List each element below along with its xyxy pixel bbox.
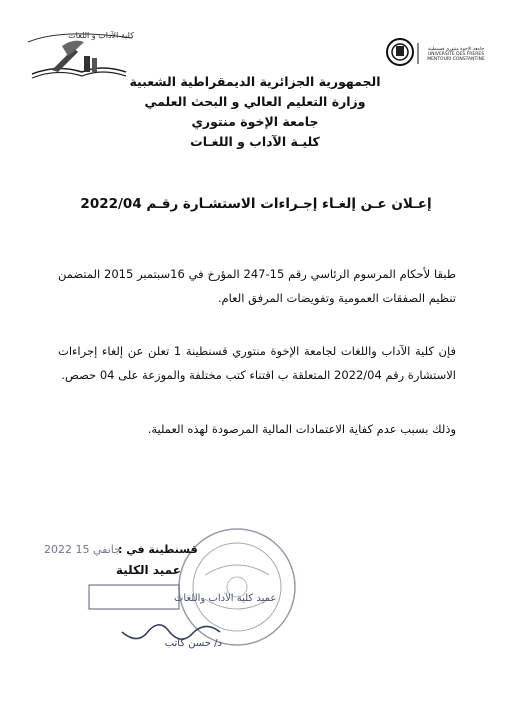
signature-dean-label: عميد الكلية [116, 563, 181, 577]
svg-text:عميد كلية الآداب واللغات: عميد كلية الآداب واللغات [174, 593, 277, 604]
paragraph-reason: وذلك بسبب عدم كفاية الاعتمادات المالية المرصودة لهذه العملية. [147, 422, 456, 436]
header-line-ministry: وزارة التعليم العالي و البحث العلمي [144, 94, 366, 109]
svg-text:د/ حسن كاتب: د/ حسن كاتب [164, 638, 222, 649]
dean-stamp [88, 584, 277, 610]
signature-place-date-label: قسنطينة في : [118, 543, 198, 556]
handwritten-signature [110, 612, 230, 652]
paragraph-cancellation: فإن كلية الآداب واللغات لجامعة الإخوة منتوري قسنطينة 1 تعلن عن إلغاء إجراءات الاستشارة رقم 2022/04 المتعلقة ب اقتناء كتب مختلفة والموزعة على 04 حصص. [58, 344, 457, 382]
header-line-university: جامعة الإخوة منتوري [191, 114, 319, 129]
announcement-title: إعـلان عـن إلغـاء إجـراءات الاستشـارة رقـم 2022/04 [80, 196, 432, 212]
header-block [120, 72, 390, 152]
signature-date-stamp: 2022 جانفي 15 [44, 543, 121, 556]
paragraph-legal-basis: طبقا لأحكام المرسوم الرئاسي رقم 15-247 المؤرخ في 16سبتمبر 2015 المتضمن تنظيم الصفقات العمومية وتفويضات المرفق العام. [58, 267, 456, 305]
university-name: جامعة الإخوة منتوري قسنطينة UNIVERSITE DES FRERES MENTOURI CONSTANTINE [427, 47, 485, 62]
header-line-republic: الجمهورية الجزائرية الديمقراطية الشعبية [129, 74, 381, 89]
svg-text:كلية الآداب و اللغات: كلية الآداب و اللغات [68, 31, 134, 40]
header-line-faculty: كليـة الآداب و اللغـات [190, 134, 320, 149]
